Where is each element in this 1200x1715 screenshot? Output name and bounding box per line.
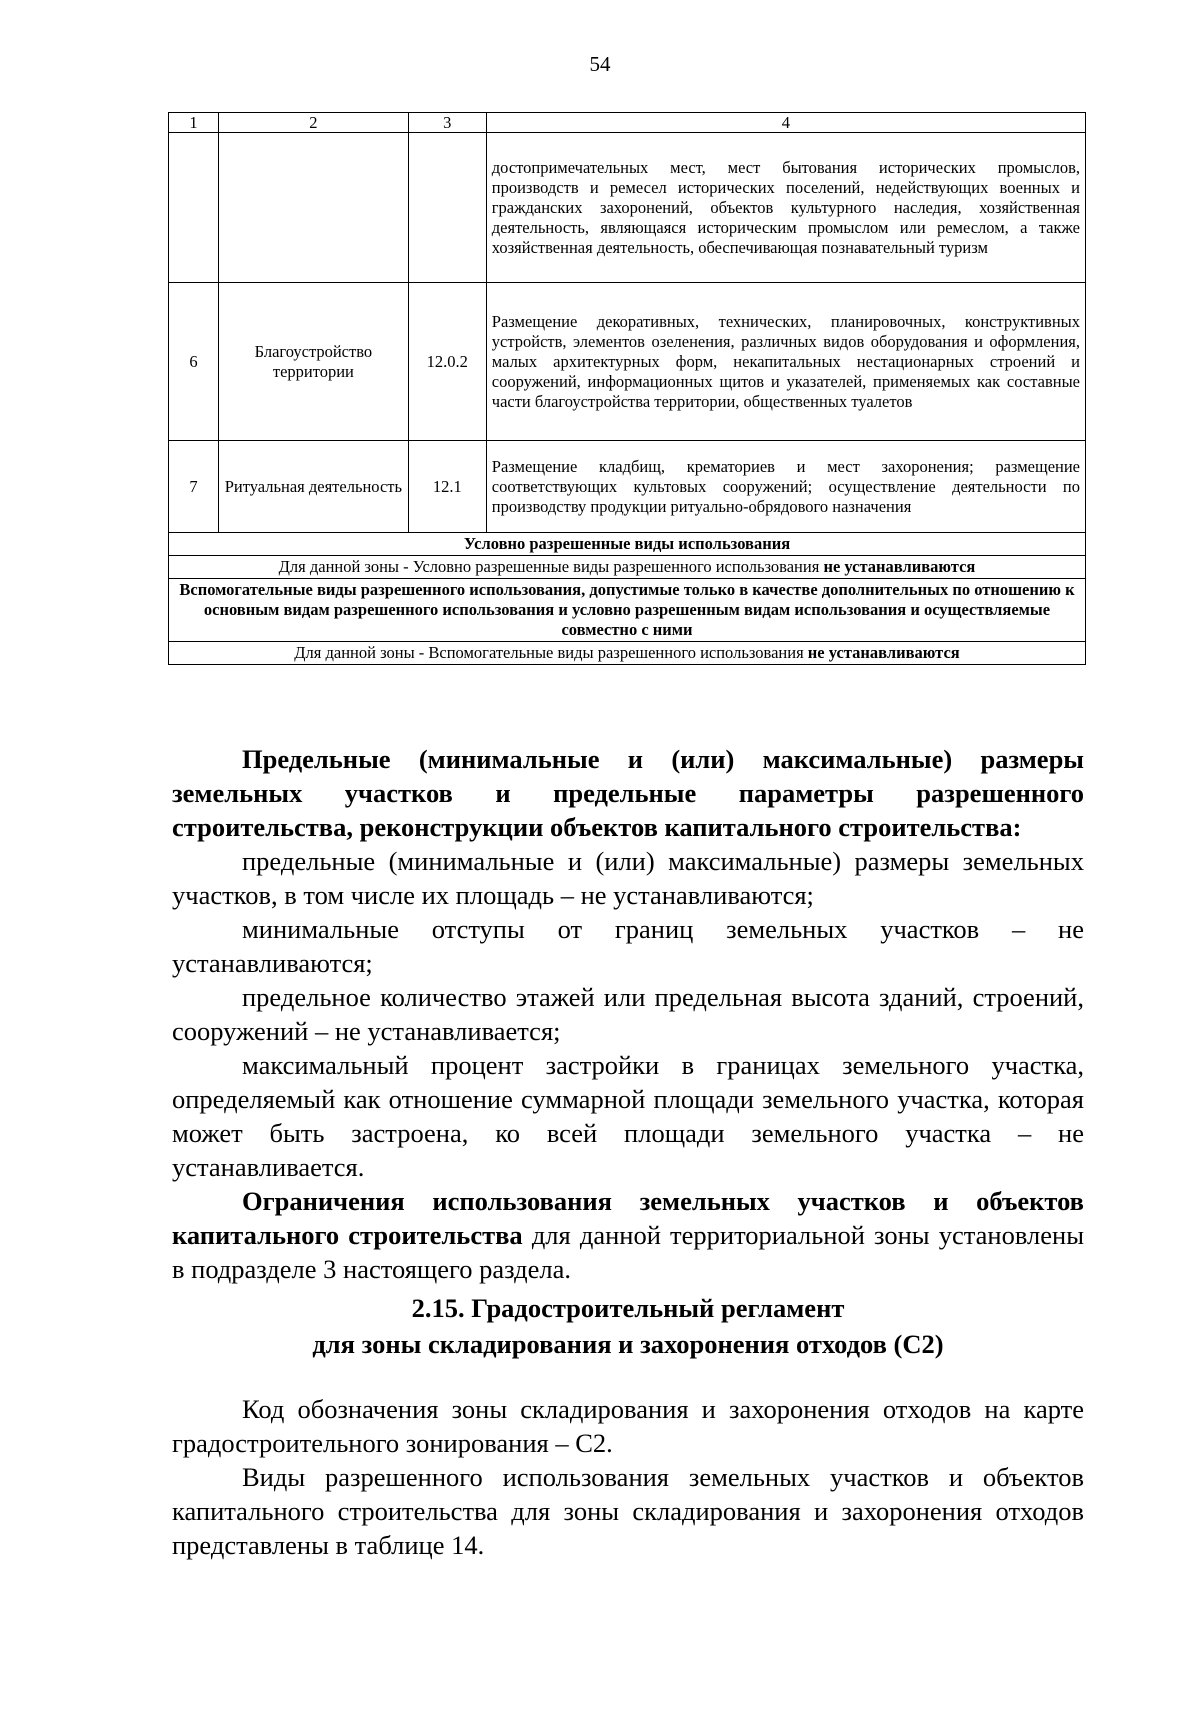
section-title	[172, 1290, 1084, 1362]
row-number	[169, 133, 219, 283]
auxiliary-note-row	[169, 642, 1086, 665]
row-code: 12.1	[408, 441, 486, 533]
row-name: Ритуальная деятельность	[218, 441, 408, 533]
auxiliary-note-bold: не устанавливаются	[807, 643, 960, 662]
restrictions-rest: для данной территориальной зоны установлены в подразделе 3 настоящего раздела.	[172, 1220, 1084, 1284]
row-name	[218, 133, 408, 283]
table-row	[169, 441, 1086, 533]
table-header-cell: 1	[169, 113, 219, 133]
auxiliary-note-text: Для данной зоны - Вспомогательные виды разрешенного использования	[294, 643, 808, 662]
limits-item: предельное количество этажей или предельная высота зданий, строений, сооружений – не устанавливается;	[172, 982, 1084, 1046]
row-description: Размещение декоративных, технических, планировочных, конструктивных устройств, элементов озеленения, различных видов оборудования и оформления, малых архитектурных форм, некапитальных нестационарных строений и сооружений, информационных щитов и указателей, применяемых как составные части благоустройства территории, общественных туалетов	[486, 283, 1085, 441]
auxiliary-uses-note	[169, 642, 1086, 665]
section-title-line: 2.15. Градостроительный регламент	[411, 1293, 845, 1323]
limits-section	[172, 742, 1084, 1286]
section-body	[172, 1392, 1084, 1562]
section-paragraph: Код обозначения зоны складирования и захоронения отходов на карте градостроительного зонирования – С2.	[172, 1394, 1084, 1458]
table-header-cell: 4	[486, 113, 1085, 133]
restrictions-paragraph	[172, 1184, 1084, 1286]
table-header-row	[169, 113, 1086, 133]
restrictions-bold: Ограничения использования земельных участков и объектов капитального строительства	[172, 1186, 1084, 1250]
table-row	[169, 283, 1086, 441]
section-paragraph: Виды разрешенного использования земельных участков и объектов капитального строительства для зоны складирования и захоронения отходов представлены в таблице 14.	[172, 1462, 1084, 1560]
row-description: достопримечательных мест, мест бытования исторических промыслов, производств и ремесел исторических поселений, недействующих военных и гражданских захоронений, объектов культурного наследия, хозяйственная деятельность, являющаяся историческим промыслом или ремеслом, а также хозяйственная деятельность, обеспечивающая познавательный туризм	[486, 133, 1085, 283]
conditional-uses-note	[169, 556, 1086, 579]
conditional-note-row	[169, 556, 1086, 579]
table-header-cell: 3	[408, 113, 486, 133]
conditional-uses-heading: Условно разрешенные виды использования	[169, 533, 1086, 556]
conditional-note-text: Для данной зоны - Условно разрешенные виды разрешенного использования	[278, 557, 824, 576]
auxiliary-header-row	[169, 579, 1086, 642]
limits-item: минимальные отступы от границ земельных участков – не устанавливаются;	[172, 914, 1084, 978]
row-name: Благоустройство территории	[218, 283, 408, 441]
limits-heading: Предельные (минимальные и (или) максимальные) размеры земельных участков и предельные параметры разрешенного строительства, реконструкции объектов капитального строительства:	[172, 744, 1084, 842]
row-code	[408, 133, 486, 283]
row-number: 6	[169, 283, 219, 441]
limits-item: максимальный процент застройки в границах земельного участка, определяемый как отношение суммарной площади земельного участка, которая может быть застроена, ко всей площади земельного участка – не устанавливается.	[172, 1050, 1084, 1182]
row-code: 12.0.2	[408, 283, 486, 441]
row-description: Размещение кладбищ, крематориев и мест захоронения; размещение соответствующих культовых сооружений; осуществление деятельности по производству продукции ритуально-обрядового назначения	[486, 441, 1085, 533]
table-row	[169, 133, 1086, 283]
auxiliary-uses-heading: Вспомогательные виды разрешенного использования, допустимые только в качестве дополнительных по отношению к основным видам разрешенного использования и условно разрешенным видам использования и осуществляемые совместно с ними	[169, 579, 1086, 642]
section-title-line: для зоны складирования и захоронения отходов (С2)	[312, 1329, 944, 1359]
conditional-header-row	[169, 533, 1086, 556]
table-header-cell: 2	[218, 113, 408, 133]
limits-item: предельные (минимальные и (или) максимальные) размеры земельных участков, в том числе их площадь – не устанавливаются;	[172, 846, 1084, 910]
row-number: 7	[169, 441, 219, 533]
land-use-table	[168, 112, 1086, 665]
conditional-note-bold: не устанавливаются	[823, 557, 976, 576]
page-number: 54	[589, 52, 611, 76]
